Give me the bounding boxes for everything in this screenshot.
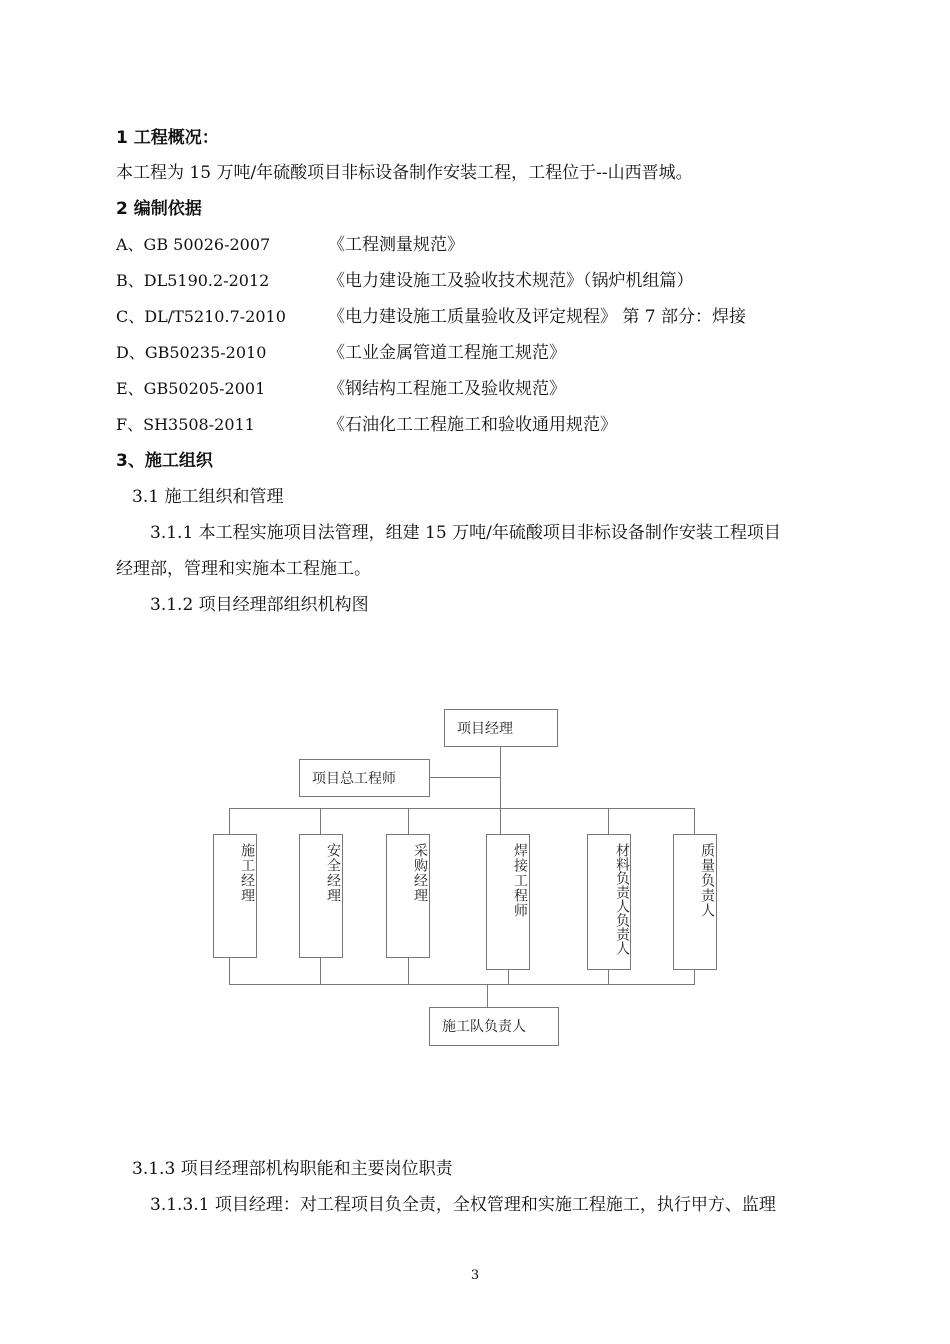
connector-line [430,777,500,778]
section-3-heading: 3、施工组织 [116,451,213,471]
reference-code: F、SH3508-2011 [116,415,255,434]
reference-code: B、DL5190.2-2012 [116,271,270,290]
org-box-safety-manager [299,834,343,958]
org-box-welding-engineer [486,834,530,970]
org-box-label: 质量负责人 [699,843,715,918]
paragraph-3-1-3-1: 3.1.3.1 项目经理：对工程项目负全责，全权管理和实施工程施工，执行甲方、监理 [150,1195,776,1215]
org-box-quality-lead [673,834,717,970]
paragraph-3-1-2: 3.1.2 项目经理部组织机构图 [150,595,369,615]
connector-line [229,808,230,835]
org-box-label: 安全经理 [325,843,341,903]
page-number: 3 [470,1268,480,1283]
connector-line [320,958,321,984]
connector-line [408,808,409,835]
section-2-heading: 2 编制依据 [116,199,202,219]
connector-line [229,808,695,809]
reference-title: 《钢结构工程施工及验收规范》 [328,379,566,399]
reference-title: 《电力建设施工及验收技术规范》（锅炉机组篇） [328,271,694,291]
connector-line [608,970,609,984]
connector-line [694,808,695,835]
reference-title: 《石油化工工程施工和验收通用规范》 [328,415,617,435]
org-box-label: 项目经理 [457,721,513,737]
reference-code: E、GB50205-2001 [116,379,266,398]
paragraph-3-1-1-line1: 3.1.1 本工程实施项目法管理，组建 15 万吨/年硫酸项目非标设备制作安装工程项目 [150,523,781,543]
paragraph-3-1-1-line2: 经理部，管理和实施本工程施工。 [116,559,371,579]
reference-title: 《电力建设施工质量验收及评定规程》 第 7 部分：焊接 [328,307,747,327]
connector-line [229,958,230,984]
org-box-team-lead [429,1007,559,1046]
reference-code: A、GB 50026-2007 [116,235,271,254]
connector-line [487,984,488,1008]
connector-line [500,746,501,835]
connector-line [694,970,695,984]
org-box-construction-manager [213,834,257,958]
org-box-label: 施工经理 [239,843,255,903]
org-box-label: 焊接工程师 [512,843,528,918]
org-box-label: 材料负责人负责人 [614,843,630,955]
org-box-project-manager [444,709,558,747]
org-box-materials-lead [587,834,631,970]
org-box-chief-engineer [299,759,430,797]
subsection-3-1-3: 3.1.3 项目经理部机构职能和主要岗位职责 [132,1159,453,1179]
connector-line [408,958,409,984]
reference-code: D、GB50235-2010 [116,343,267,362]
connector-line [320,808,321,835]
connector-line [508,970,509,984]
reference-title: 《工业金属管道工程施工规范》 [328,343,566,363]
org-box-procurement-manager [386,834,430,958]
connector-line [608,808,609,835]
section-1-heading: 1 工程概况： [116,128,219,148]
reference-code: C、DL/T5210.7-2010 [116,307,286,326]
connector-line [229,984,695,985]
org-box-label: 采购经理 [412,843,428,903]
org-box-label: 施工队负责人 [442,1019,526,1035]
subsection-3-1: 3.1 施工组织和管理 [132,487,284,507]
reference-title: 《工程测量规范》 [328,235,464,255]
org-box-label: 项目总工程师 [312,771,396,787]
section-1-text: 本工程为 15 万吨/年硫酸项目非标设备制作安装工程，工程位于--山西晋城。 [116,163,693,183]
